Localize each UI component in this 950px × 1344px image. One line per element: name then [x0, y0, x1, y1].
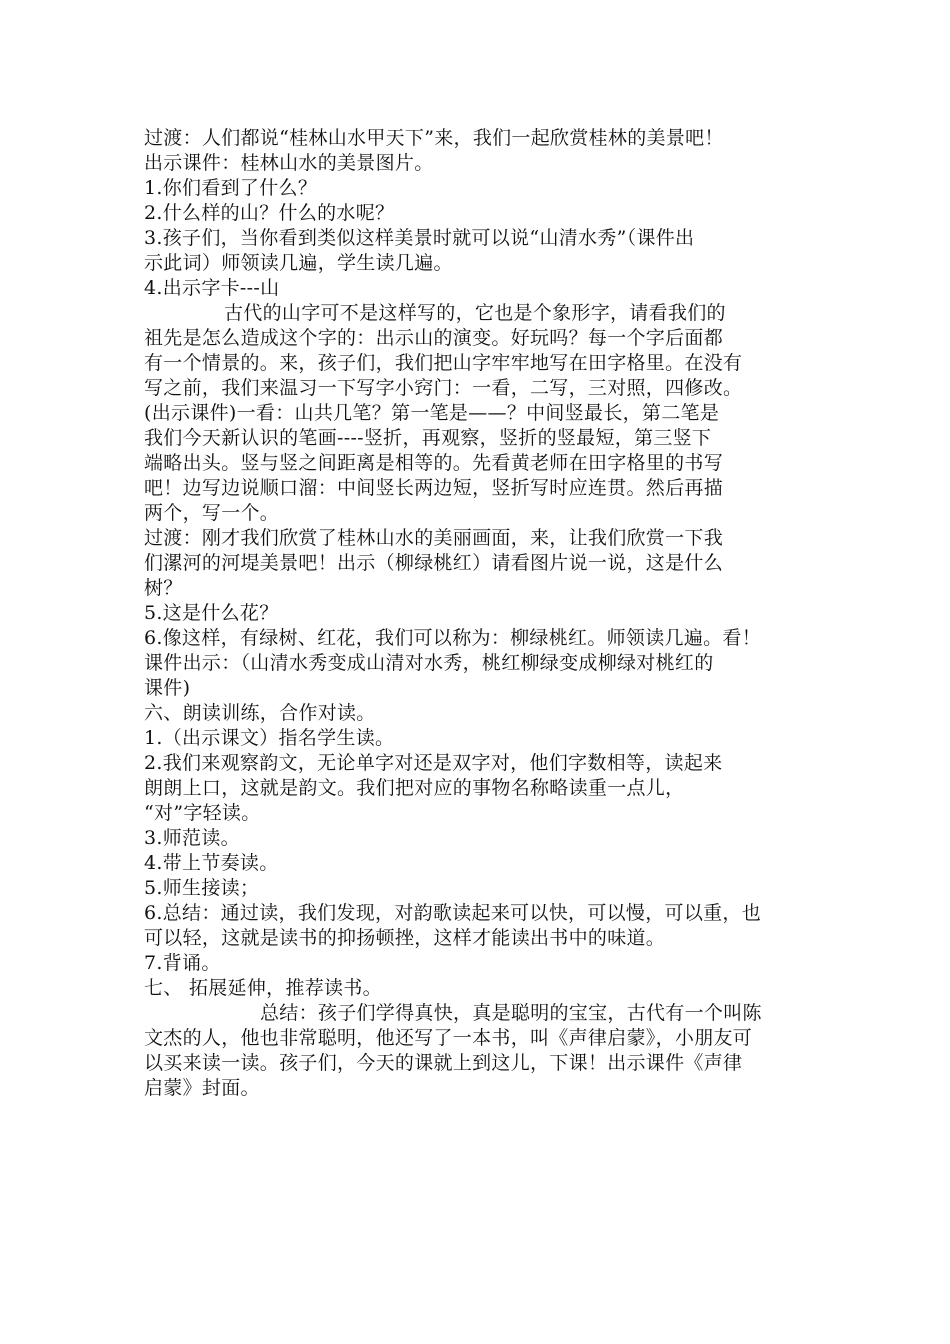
text-line: 以买来读一读。孩子们，今天的课就上到这儿，下课！出示课件《声律: [144, 1052, 743, 1074]
text-line: 4.带上节奏读。: [144, 852, 279, 874]
text-line: 六、朗读训练，合作对读。: [144, 702, 376, 724]
text-line: 示此词）师领读几遍，学生读几遍。: [144, 252, 453, 274]
text-line: (出示课件)一看：山共几笔？第一笔是——？中间竖最长，第二笔是: [144, 402, 720, 424]
text-line: 3.孩子们，当你看到类似这样美景时就可以说“山清水秀”（课件出: [144, 227, 695, 249]
text-line: 文杰的人，他也非常聪明，他还写了一本书，叫《声律启蒙》，小朋友可: [144, 1027, 753, 1049]
text-line: 5.这是什么花？: [144, 602, 279, 624]
text-line: 启蒙》封面。: [144, 1077, 260, 1099]
text-line: 总结：孩子们学得真快，真是聪明的宝宝，古代有一个叫陈: [260, 1002, 762, 1024]
text-line: 写之前，我们来温习一下写字小窍门：一看，二写，三对照，四修改。: [144, 377, 743, 399]
text-line: 端略出头。竖与竖之间距离是相等的。先看黄老师在田字格里的书写: [144, 452, 724, 474]
text-line: 出示课件：桂林山水的美景图片。: [144, 152, 434, 174]
text-line: 5.师生接读；: [144, 877, 260, 899]
text-line: 可以轻，这就是读书的抑扬顿挫，这样才能读出书中的味道。: [144, 927, 666, 949]
text-line: 1.你们看到了什么？: [144, 177, 318, 199]
text-line: “对”字轻读。: [144, 802, 261, 824]
text-line: 吧！边写边说顺口溜：中间竖长两边短，竖折写时应连贯。然后再描: [144, 477, 724, 499]
text-line: 课件): [144, 677, 191, 699]
text-line: 祖先是怎么造成这个字的：出示山的演变。好玩吗？每一个字后面都: [144, 327, 724, 349]
text-line: 2.什么样的山？什么的水呢？: [144, 202, 395, 224]
document-body: [144, 126, 812, 1101]
text-line: 有一个情景的。来，孩子们，我们把山字牢牢地写在田字格里。在没有: [144, 352, 743, 374]
text-line: 我们今天新认识的笔画----竖折，再观察，竖折的竖最短，第三竖下: [144, 427, 712, 449]
text-line: 们漯河的河堤美景吧！出示（柳绿桃红）请看图片说一说，这是什么: [144, 552, 724, 574]
text-line: 过渡：刚才我们欣赏了桂林山水的美丽画面，来，让我们欣赏一下我: [144, 527, 724, 549]
text-line: 课件出示：（山清水秀变成山清对水秀，桃红柳绿变成柳绿对桃红的: [144, 652, 714, 674]
text-line: 两个，写一个。: [144, 502, 280, 524]
text-line: 过渡：人们都说“桂林山水甲天下”来，我们一起欣赏桂林的美景吧！: [144, 127, 724, 149]
text-line: 7.背诵。: [144, 952, 221, 974]
text-line: 古代的山字可不是这样写的，它也是个象形字，请看我们的: [224, 302, 726, 324]
text-line: 3.师范读。: [144, 827, 240, 849]
text-line: 4.出示字卡---山: [144, 277, 280, 299]
text-line: 6.像这样，有绿树、红花，我们可以称为：柳绿桃红。师领读几遍。看！: [144, 627, 762, 649]
text-line: 1.（出示课文）指名学生读。: [144, 727, 395, 749]
text-line: 2.我们来观察韵文，无论单字对还是双字对，他们字数相等，读起来: [144, 752, 723, 774]
text-line: 七、 拓展延伸，推荐读书。: [144, 977, 382, 999]
text-line: 树？: [144, 577, 183, 599]
text-line: 6.总结：通过读，我们发现，对韵歌读起来可以快，可以慢，可以重，也: [144, 902, 762, 924]
text-line: 朗朗上口，这就是韵文。我们把对应的事物名称略读重一点儿，: [144, 777, 685, 799]
